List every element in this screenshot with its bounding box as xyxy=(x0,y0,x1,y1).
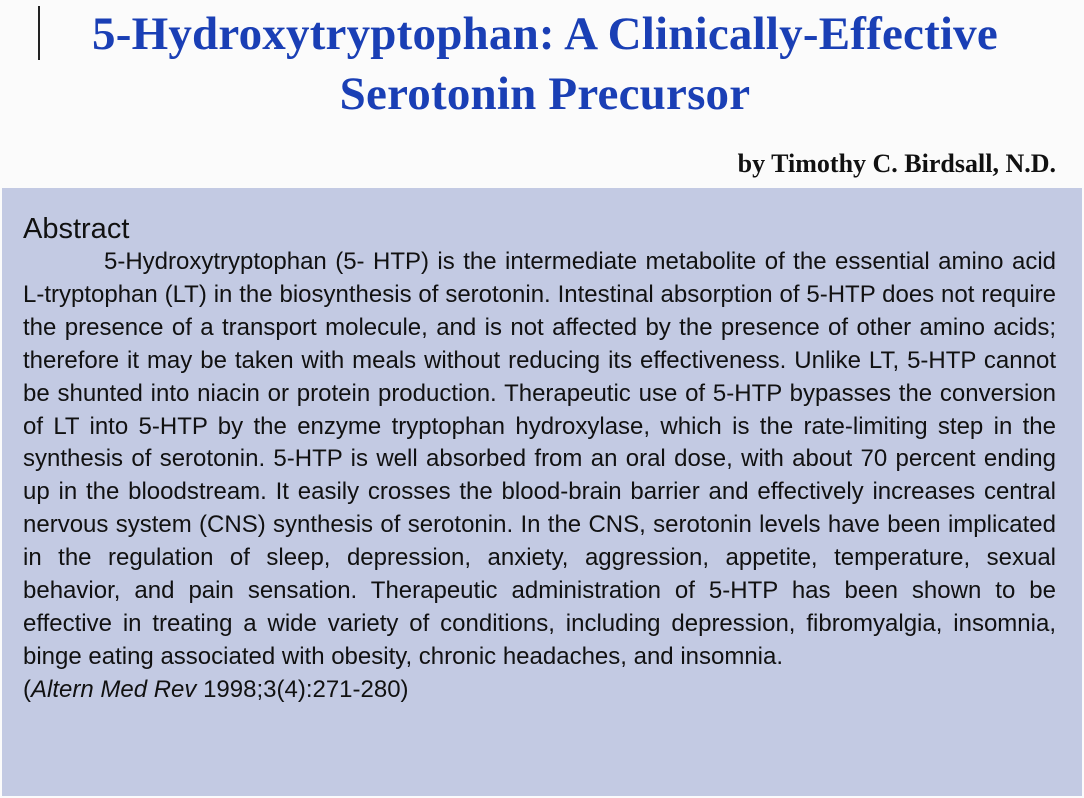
citation-open-paren: ( xyxy=(23,675,31,703)
citation xyxy=(23,674,1056,706)
article-title: 5-Hydroxytryptophan: A Clinically-Effective Serotonin Precursor xyxy=(92,8,998,120)
abstract-box xyxy=(2,188,1082,796)
author-byline: by Timothy C. Birdsall, N.D. xyxy=(737,149,1056,178)
citation-journal: Altern Med Rev xyxy=(31,675,197,703)
abstract-body: 5-Hydroxytryptophan (5- HTP) is the intermediate metabolite of the essential amino acid L-tryptophan (LT) in the biosynthesis of serotonin. Intestinal absorption of 5-HTP does not require the presence of a transport molecule, and is not affected by the presence of other amino acids; therefore it may be taken with meals without reducing its effectiveness. Unlike LT, 5-HTP cannot be shunted into niacin or protein production. Therapeutic use of 5-HTP bypasses the conversion of LT into 5-HTP by the enzyme tryptophan hydroxylase, which is the rate-limiting step in the synthesis of serotonin. 5-HTP is well absorbed from an oral dose, with about 70 percent ending up in the bloodstream. It easily crosses the blood-brain barrier and effectively increases central nervous system (CNS) synthesis of serotonin. In the CNS, serotonin levels have been implicated in the regulation of sleep, depression, anxiety, aggression, appetite, temperature, sexual behavior, and pain sensation. Therapeutic administration of 5-HTP has been shown to be effective in treating a wide variety of conditions, including depression, fibromyalgia, insomnia, binge eating associated with obesity, chronic headaches, and insomnia. xyxy=(23,248,1056,670)
abstract-heading: Abstract xyxy=(23,213,130,245)
citation-details: 1998;3(4):271-280) xyxy=(196,675,409,703)
title-block xyxy=(0,0,1084,188)
